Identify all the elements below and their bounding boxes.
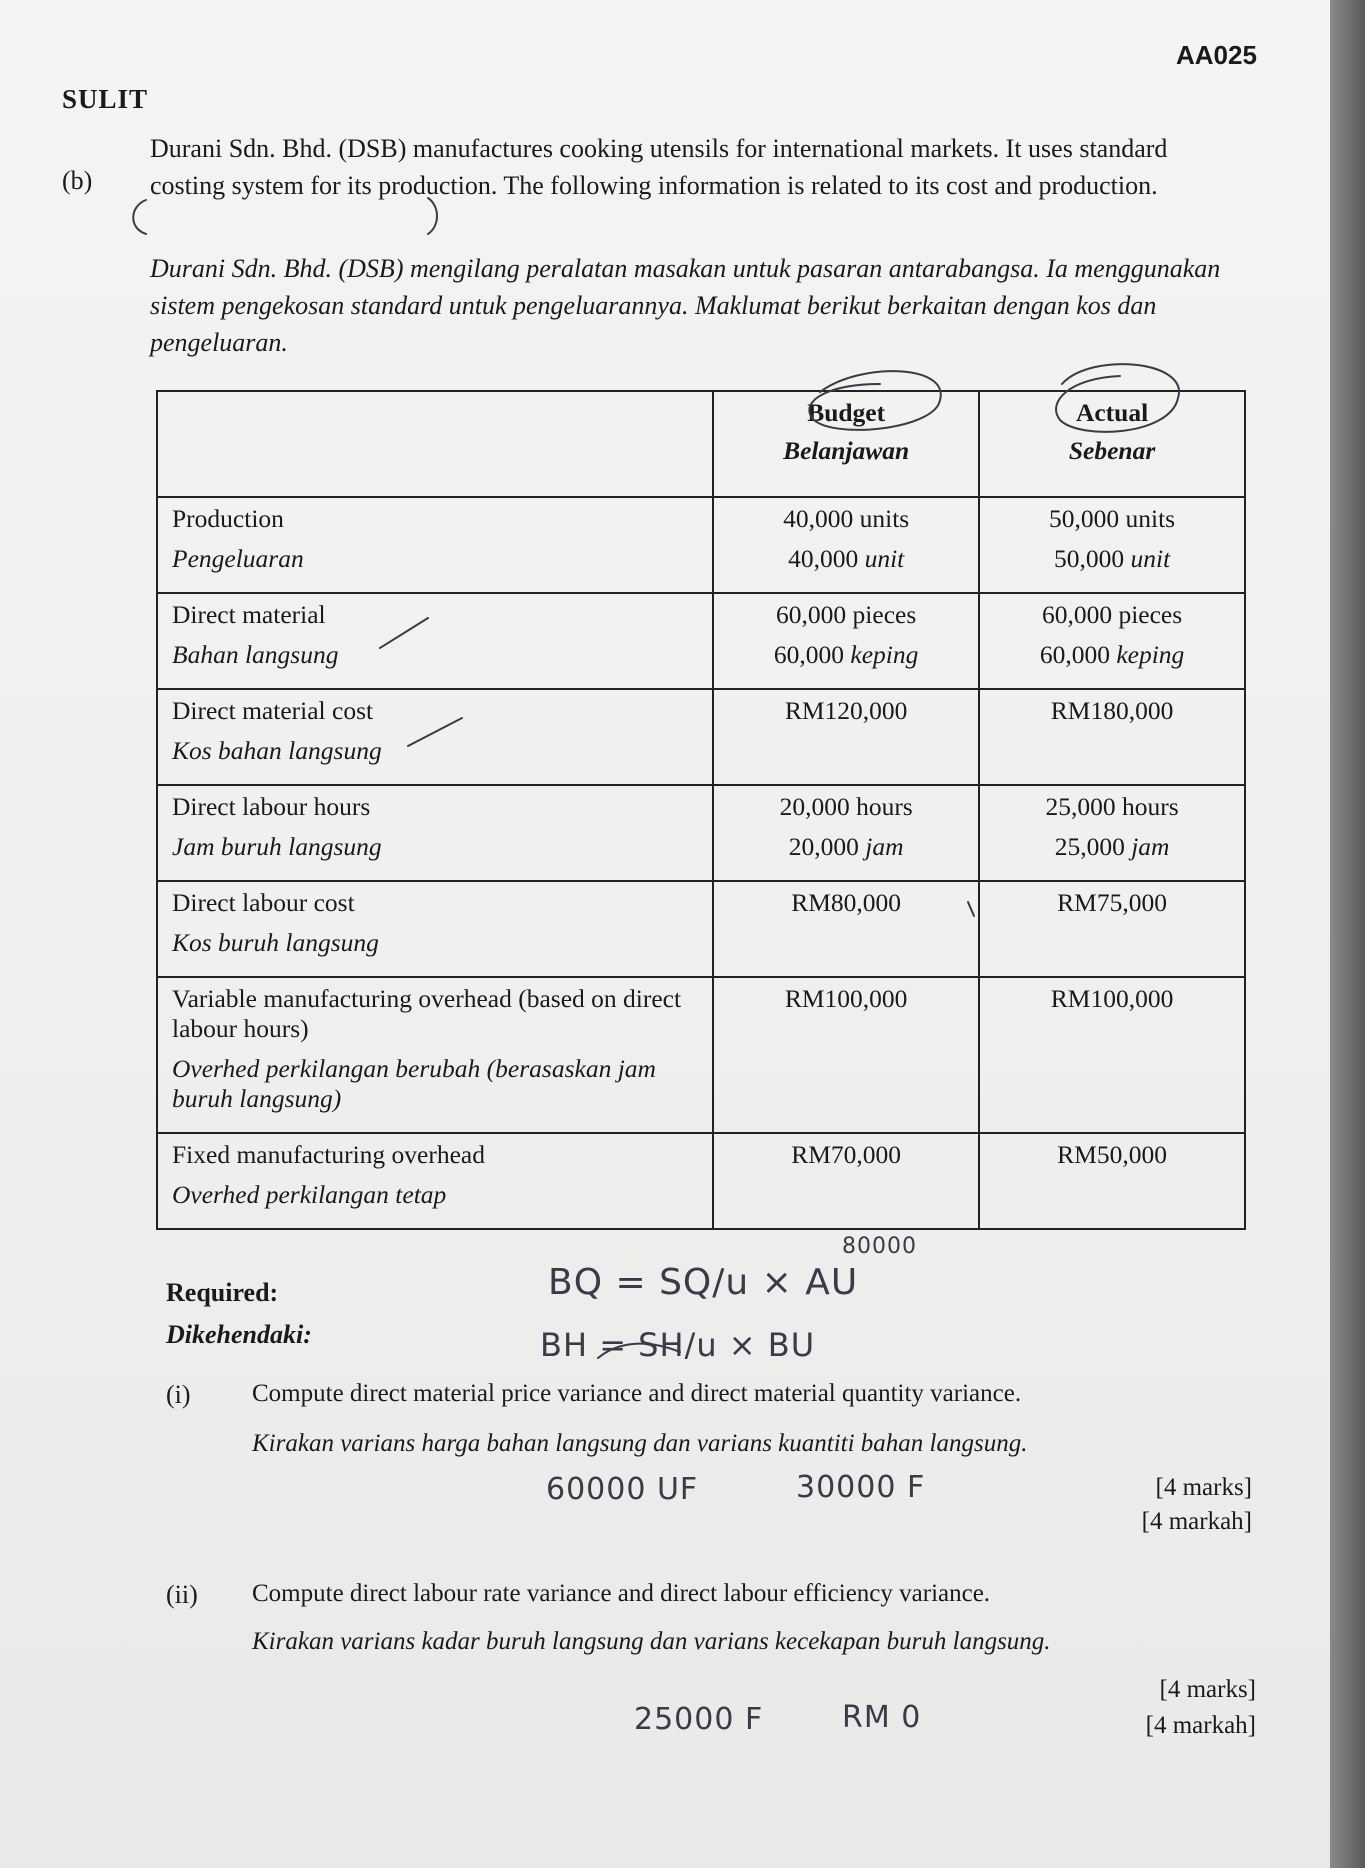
table-header-budget: [713, 391, 979, 497]
actual-value-ms-unit: jam: [1131, 832, 1170, 861]
row-label-ms: Kos bahan langsung: [172, 736, 382, 765]
budget-value-ms-number: 20,000: [788, 832, 859, 861]
paper-edge-shadow: [1330, 0, 1365, 1868]
row-label-en: Direct material cost: [172, 696, 374, 725]
table-row-direct-labour-cost: [157, 881, 1245, 977]
row-label-ms: Overhed perkilangan tetap: [172, 1180, 447, 1209]
row-label-ms: Pengeluaran: [172, 544, 304, 573]
question-i-markah: [4 markah]: [1141, 1508, 1252, 1535]
actual-value: RM100,000: [1050, 984, 1174, 1013]
budget-value-ms-unit: keping: [850, 640, 919, 669]
actual-value-ms-unit: keping: [1116, 640, 1185, 669]
handwritten-answer-i-b: 30000 F: [796, 1470, 926, 1505]
row-label-en: Direct material: [172, 600, 326, 629]
row-label-en: Direct labour cost: [172, 888, 355, 917]
budget-value-ms-number: 40,000: [788, 544, 859, 573]
table-header-actual: [979, 391, 1245, 497]
intro-malay: Durani Sdn. Bhd. (DSB) mengilang peralatan masakan untuk pasaran antarabangsa. Ia menggunakan sistem pengekosan standard untuk pengeluarannya. Maklumat berikut berkaitan dengan kos dan pengeluaran.: [150, 254, 1221, 357]
table-row-fixed-overhead: [157, 1133, 1245, 1229]
actual-header-en: Actual: [1075, 398, 1149, 427]
table-row-direct-labour-hours: [157, 785, 1245, 881]
row-label-en: Production: [172, 504, 284, 533]
actual-value-ms-number: 25,000: [1054, 832, 1125, 861]
handwritten-formula-bq: BQ = SQ/u × AU: [548, 1262, 859, 1303]
actual-value-ms-unit: unit: [1130, 544, 1171, 573]
budget-value-ms-number: 60,000: [773, 640, 845, 669]
row-label-en: Direct labour hours: [172, 792, 371, 821]
question-ii-markah: [4 markah]: [1145, 1712, 1256, 1739]
required-heading-ms: Dikehendaki:: [166, 1320, 312, 1349]
question-ii-number: (ii): [166, 1580, 198, 1609]
actual-value: RM180,000: [1050, 696, 1174, 725]
actual-header-ms: Sebenar: [1068, 436, 1156, 465]
classification-label: SULIT: [62, 84, 149, 114]
handwritten-formula-bh: BH = SH/u × BU: [540, 1326, 816, 1364]
budget-value: RM70,000: [791, 1140, 902, 1169]
budget-value: RM100,000: [784, 984, 908, 1013]
row-label-en: Fixed manufacturing overhead: [172, 1140, 485, 1169]
table-row-production: [157, 497, 1245, 593]
actual-value: 60,000 pieces: [1041, 600, 1183, 629]
actual-value: RM50,000: [1057, 1140, 1167, 1169]
question-label: (b): [62, 166, 93, 195]
actual-value-ms-number: 60,000: [1039, 640, 1110, 669]
table-row-direct-material: [157, 593, 1245, 689]
question-ii-marks: [4 marks]: [1159, 1676, 1256, 1703]
table-row-direct-material-cost: [157, 689, 1245, 785]
actual-value: RM75,000: [1057, 888, 1167, 917]
handwritten-note-top: 80000: [842, 1234, 917, 1259]
paper-code: AA025: [1176, 40, 1257, 70]
budget-value: RM80,000: [791, 888, 902, 917]
question-i-en: Compute direct material price variance and direct material quantity variance.: [252, 1380, 1022, 1407]
table-header-blank: [157, 391, 713, 497]
row-label-ms: Overhed perkilangan berubah (berasaskan jam buruh langsung): [172, 1054, 656, 1113]
budget-value-ms-unit: unit: [864, 544, 905, 573]
budget-value: RM120,000: [784, 696, 908, 725]
row-label-en: Variable manufacturing overhead (based on direct labour hours): [172, 984, 682, 1043]
required-heading: Required:: [166, 1278, 279, 1307]
question-i-ms: Kirakan varians harga bahan langsung dan varians kuantiti bahan langsung.: [252, 1430, 1028, 1457]
row-label-ms: Kos buruh langsung: [172, 928, 379, 957]
actual-value: 25,000 hours: [1045, 792, 1179, 821]
question-i-number: (i): [166, 1380, 191, 1409]
intro-english: Durani Sdn. Bhd. (DSB) manufactures cooking utensils for international markets. It uses standard costing system for its production. The following information is related to its cost and production.: [150, 134, 1168, 200]
cost-production-table: [156, 390, 1246, 1230]
question-ii-ms: Kirakan varians kadar buruh langsung dan varians kecekapan buruh langsung.: [252, 1628, 1051, 1655]
row-label-ms: Jam buruh langsung: [172, 832, 382, 861]
row-label-ms: Bahan langsung: [172, 640, 339, 669]
table-row-variable-overhead: [157, 977, 1245, 1133]
budget-header-ms: Belanjawan: [783, 436, 910, 465]
handwritten-answer-ii-a: 25000 F: [634, 1702, 764, 1737]
actual-value: 50,000 units: [1049, 504, 1176, 533]
question-i-marks: [4 marks]: [1155, 1474, 1252, 1501]
handwritten-answer-ii-b: RM 0: [842, 1700, 922, 1735]
handwritten-answer-i-a: 60000 UF: [546, 1472, 699, 1507]
actual-value-ms-number: 50,000: [1053, 544, 1125, 573]
question-ii-en: Compute direct labour rate variance and direct labour efficiency variance.: [252, 1580, 991, 1607]
budget-value: 40,000 units: [783, 504, 910, 533]
budget-value: 20,000 hours: [779, 792, 913, 821]
budget-header-en: Budget: [807, 398, 886, 427]
budget-value-ms-unit: jam: [865, 832, 904, 861]
budget-value: 60,000 pieces: [776, 600, 917, 629]
